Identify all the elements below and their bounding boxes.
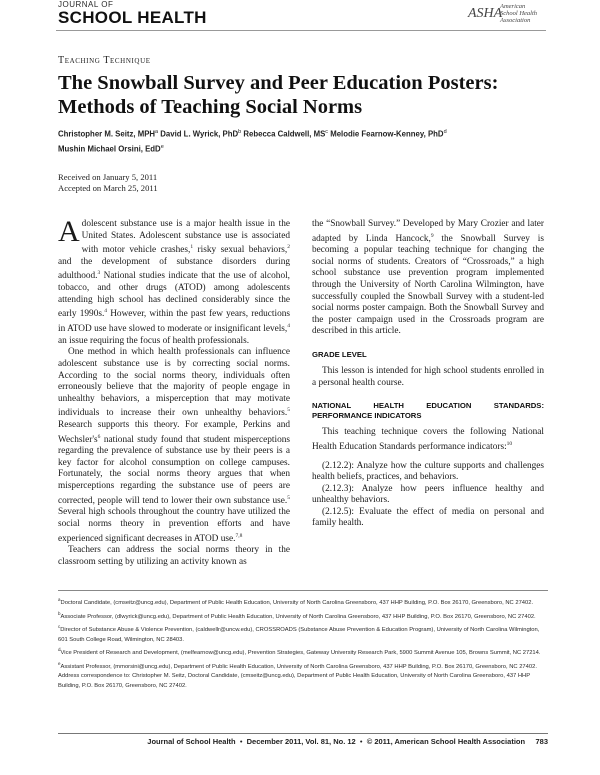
heading-grade-level: GRADE LEVEL	[312, 350, 367, 360]
footnote: $^d$Vice President of Research and Development, (melfearnow@uncg.edu), Prevention Strategies, Gateway University Research Park, 5900 Summit Avenue 105, Browns Summit, NC 27214.	[58, 647, 541, 657]
accepted-date: Accepted on March 25, 2011	[58, 183, 158, 193]
asha-logo	[468, 2, 548, 28]
footer-copyright: © 2011, American School Health Association	[366, 737, 526, 746]
paragraph-snowball: the “Snowball Survey.” Developed by Mary Crozier and later adapted by Linda Hancock,$^9$ the Snowball Survey is becoming a popular teaching technique for changing the social norms of students. Creators of “Crossroads,” a high school substance use prevention program implemented through the University of North Carolina Wilmington, have successfully coupled the Snowball Survey with a student-led social norms poster campaign. Both the Snowball Survey and the poster campaign used in the Crossroads program are described in this article.	[312, 219, 544, 337]
standard-item: (2.12.2): Analyze how the culture supports and challenges health beliefs, practices, and behaviors.	[312, 460, 544, 483]
standard-item: (2.12.5): Evaluate the effect of media on personal and family health.	[312, 506, 544, 529]
paragraph-intro: Adolescent substance use is a major health issue in the United States. Adolescent substance use is associated with motor vehicle crashes,$^1$ risky sexual behaviors,$^2$ and the development of substance disorders during adulthood.$^3$ National studies indicate that the use of alcohol, tobacco, and other drugs (ATOD) among adolescents attending high school has declined considerably since the early 1990s.$^4$ However, within the past few years, reductions in ATOD use have slowed to moderate or insignificant levels,$^4$ an issue requiring the focus of health professionals.	[58, 215, 290, 346]
footnote-rule	[58, 590, 548, 591]
author-name: Mushin Michael Orsini, EdD	[58, 144, 161, 154]
page-number: 783	[535, 737, 548, 746]
section-label: Teaching Technique	[58, 55, 151, 66]
paragraph-standards-intro: This teaching technique covers the following National Health Education Standards performance indicators:$^{10}$	[312, 427, 544, 452]
received-date: Received on January 5, 2011	[58, 172, 158, 182]
footnote: $^a$Doctoral Candidate, (cmseitz@uncg.edu), Department of Public Health Education, University of North Carolina Greensboro, 437 HHP Building, P.O. Box 26170, Greensboro, NC 27402.	[58, 597, 534, 606]
author-list: Christopher M. Seitz, MPH$^a$ David L. Wyrick, PhD$^b$ Rebecca Caldwell, $MS^c$ Melodie Fearnow-Kenney, PhD$^d$ Mushin Michael Orsini, EdD$^e$	[58, 129, 447, 154]
footer-issue: December 2011, Vol. 81, No. 12	[246, 737, 356, 746]
author-name: Melodie Fearnow-Kenney, PhD	[330, 129, 444, 139]
asha-logo-text: American School Health Association	[500, 3, 538, 24]
journal-name: SCHOOL HEALTH	[58, 8, 207, 27]
article-dates	[58, 172, 158, 194]
footer-rule	[58, 733, 548, 734]
journal-label-small: JOURNAL OF	[58, 0, 114, 9]
paragraph-social-norms: One method in which health professionals can influence adolescent substance use is by correcting social norms. According to the social norms theory, individuals often erroneously believe that the majority of people engage in unhealthy behaviors, a misperception that may motivate individuals to increase their own unhealthy behaviors.$^5$ Research supports this theory. For example, Perkins and $Wechsler's^6$ national study found that student misperceptions regarding the prevalence of substance use by their peers is a key factor for alcohol consumption on college campuses. Fortunately, the social norms theory argues that when misperceptions regarding the substance use of peers are corrected, people will tend to lower their own substance use.$^5$ Several high schools throughout the country have utilized the social norms theory in prevention efforts and have experienced significant decreases in ATOD use.$^{7,8}$	[58, 347, 290, 544]
masthead-rule	[56, 30, 546, 31]
author-name: Rebecca Caldwell, MS	[243, 129, 326, 139]
correspondence-note: Address correspondence to: Christopher M. Seitz, Doctoral Candidate, (cmseitz@uncg.edu), Department of Public Health Education, University of North Carolina Greensboro, 437 HHP Building, P.O. Box 26170, Greensboro, NC 27402.	[58, 673, 531, 689]
asha-logo-mark: ASHA	[468, 6, 503, 21]
author-name: Christopher M. Seitz, MPH	[58, 129, 156, 139]
author-name: David L. Wyrick, PhD	[160, 129, 239, 139]
footnotes	[58, 595, 550, 691]
footnote: $^c$Director of Substance Abuse & Violence Prevention, (caldwellr@uncw.edu), CROSSROADS (Substance Abuse Prevention & Education Program), University of North Carolina Wilmington, 601 South College Road, Wilmington, NC 28403.	[58, 624, 540, 643]
footnote: $^e$Assistant Professor, (mmorsini@uncg.edu), Department of Public Health Education, University of North Carolina Greensboro, 437 HHP Building, P.O. Box 26170, Greensboro, NC 27402.	[58, 660, 537, 670]
paragraph-grade-level: This lesson is intended for high school students enrolled in a personal health course.	[312, 366, 544, 388]
page-footer: Journal of School Health • December 2011, Vol. 81, No. 12 • © 2011, American School Health Association 783	[147, 737, 548, 746]
paragraph-teachers: Teachers can address the social norms theory in the classroom setting by utilizing an activity known as	[58, 545, 290, 567]
footer-journal: Journal of School Health	[147, 737, 236, 746]
body-column-right	[312, 219, 544, 530]
article-title: The Snowball Survey and Peer Education Posters: Methods of Teaching Social Norms	[58, 72, 499, 118]
body-column-left	[58, 215, 290, 568]
heading-standards: NATIONAL HEALTH EDUCATION STANDARDS: PERFORMANCE INDICATORS	[312, 401, 544, 421]
standard-item: (2.12.3): Analyze how peers influence healthy and unhealthy behaviors.	[312, 483, 544, 506]
footnote: $^b$Associate Professor, (dlwyrick@uncg.edu), Department of Public Health Education, University of North Carolina Greensboro, 437 HHP Building, P.O. Box 26170, Greensboro, NC 27402.	[58, 610, 536, 620]
drop-cap: A	[58, 215, 80, 248]
masthead	[0, 0, 600, 30]
